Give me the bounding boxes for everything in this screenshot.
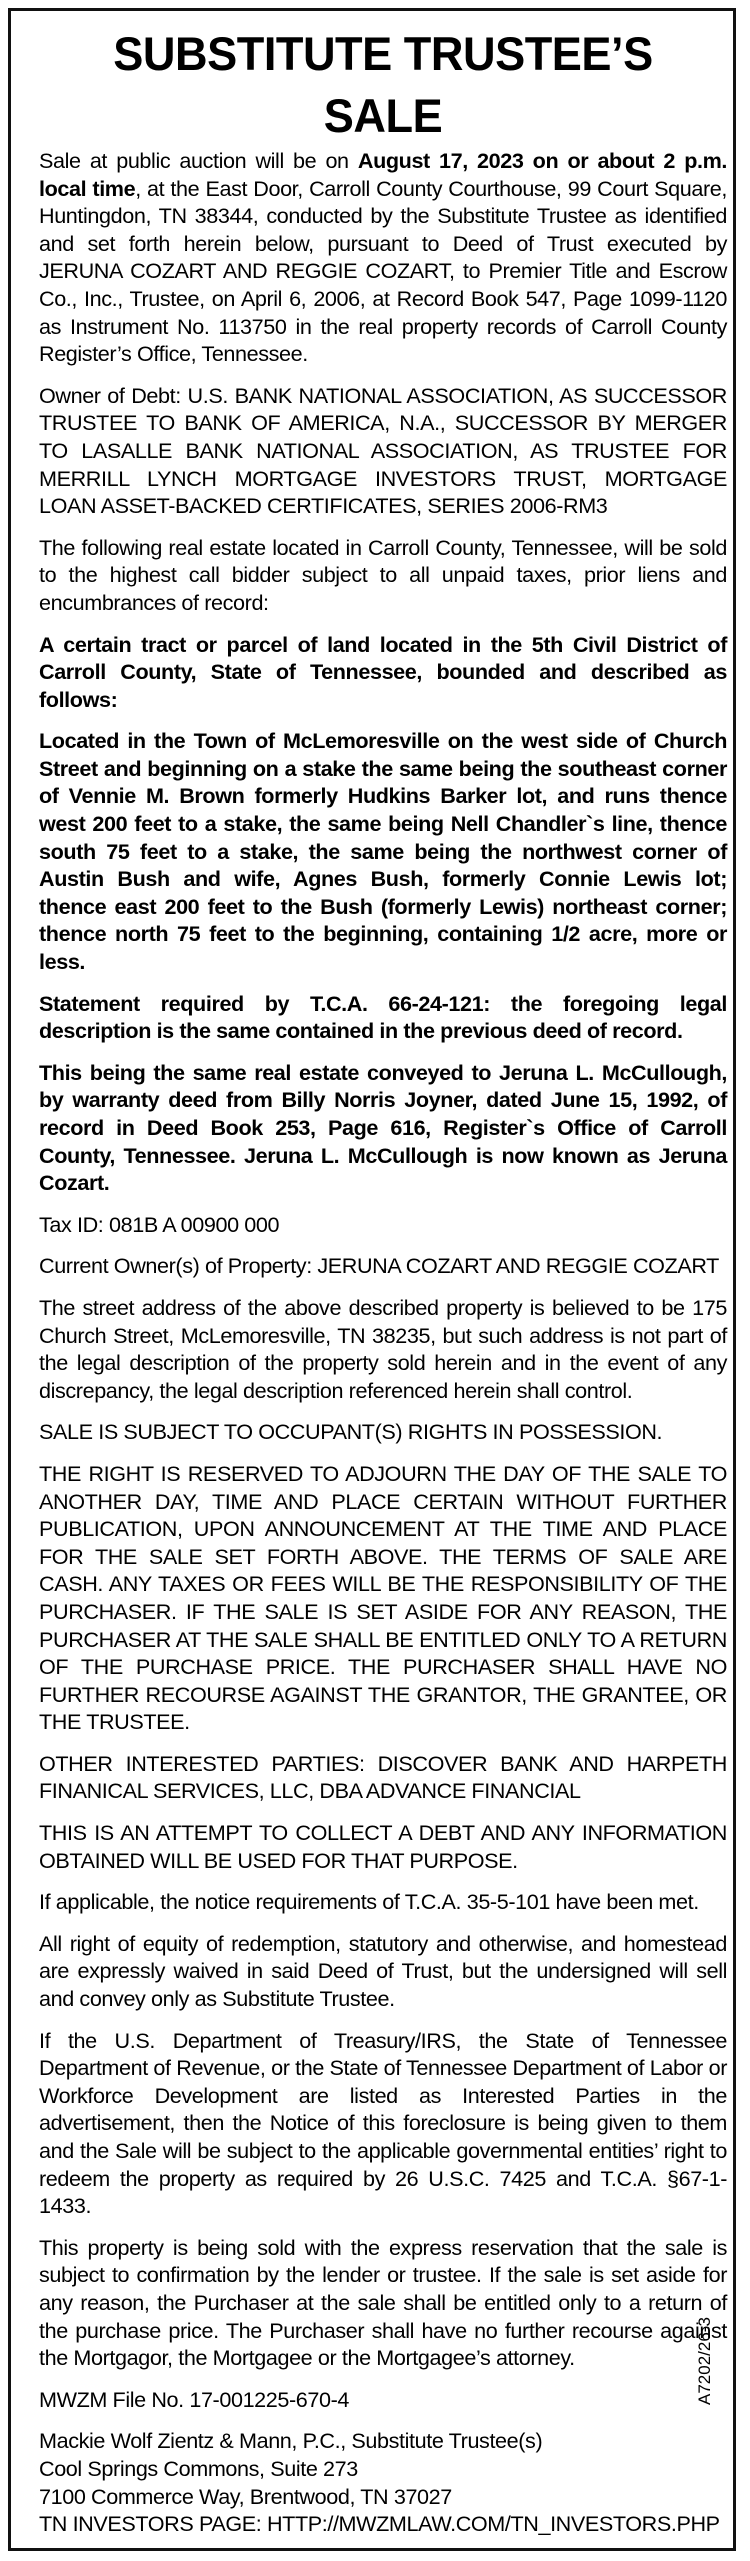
tract-paragraph: A certain tract or parcel of land located in the 5th Civil District of Carroll County, State of Tennessee, bounded and described as follows:: [39, 631, 727, 712]
following-paragraph: The following real estate located in Carroll County, Tennessee, will be sold to the highest call bidder subject to all unpaid taxes, prior liens and encumbrances of record:: [39, 534, 727, 615]
ad-code: A7202/26-3: [695, 2317, 714, 2405]
collect-debt-paragraph: THIS IS AN ATTEMPT TO COLLECT A DEBT AND ANY INFORMATION OBTAINED WILL BE USED FOR THAT PURPOSE.: [39, 1820, 727, 1873]
current-owner: Current Owner(s) of Property: JERUNA COZART AND REGGIE COZART: [39, 1253, 719, 1279]
tax-id: Tax ID: 081B A 00900 000: [39, 1211, 280, 1237]
sale-intro-post: , at the East Door, Carroll County Courthouse, 99 Court Square, Huntingdon, TN 38344, conducted by the Substitute Trustee as identified and set forth herein below, pursuant to Deed of Trust executed by JERUNA COZART AND REGGIE COZART, to Premier Title and Escrow Co., Inc., Trustee, on April 6, 2006, at Record Book 547, Page 1099-1120 as Instrument No. 113750 in the real property records of Carroll County Register’s Office, Tennessee.: [39, 175, 727, 367]
reservation-paragraph: This property is being sold with the express reservation that the sale is subject to confirmation by the lender or trustee. If the sale is set aside for any reason, the Purchaser at the sale shall be entitled only to a return of the purchase price. The Purchaser shall have no further recourse against the Mortgagor, the Mortgagee or the Mortgagee’s attorney.: [39, 2234, 727, 2371]
street-address-paragraph: The street address of the above described property is believed to be 175 Church Street, McLemoresville, TN 38235, but such address is not part of the legal description of the property sold herein and in the event of any discrepancy, the legal description referenced herein shall control.: [39, 1294, 727, 1403]
irs-paragraph: If the U.S. Department of Treasury/IRS, the State of Tennessee Department of Revenue, or the State of Tennessee Department of Labor or Workforce Development are listed as Interested Parties in the advertisement, then the Notice of this foreclosure is being given to them and the Sale will be subject to the applicable governmental entities’ right to redeem the property as required by 26 U.S.C. 7425 and T.C.A. §67-1-1433.: [39, 2027, 727, 2219]
notice-title: SUBSTITUTE TRUSTEE’S SALE: [113, 27, 653, 142]
owner-of-debt-paragraph: Owner of Debt: U.S. BANK NATIONAL ASSOCIATION, AS SUCCESSOR TRUSTEE TO BANK OF AMERICA, N.A., SUCCESSOR BY MERGER TO LASALLE BANK NATIONAL ASSOCIATION, AS TRUSTEE FOR MERRILL LYNCH MORTGAGE INVESTORS TRUST, MORTGAGE LOAN ASSET-BACKED CERTIFICATES, SERIES 2006-RM3: [39, 382, 727, 519]
sale-intro-pre: Sale at public auction will be on: [39, 148, 358, 173]
investors-page-link: TN INVESTORS PAGE: HTTP://MWZMLAW.COM/TN_INVESTORS.PHP: [39, 2511, 720, 2537]
trustee-address-block: [39, 2427, 727, 2537]
legal-description-paragraph: Located in the Town of McLemoresville on the west side of Church Street and beginning on a stake the same being the southeast corner of Vennie M. Brown formerly Hudkins Barker lot, and runs thence west 200 feet to a stake, the same being Nell Chandler`s line, thence south 75 feet to a stake, the same being the northwest corner of Austin Bush and wife, Agnes Bush, formerly Connie Lewis lot; thence east 200 feet to the Bush (formerly Lewis) northeast corner; thence north 75 feet to the beginning, containing 1/2 acre, more or less.: [39, 728, 727, 975]
notice-body: [39, 23, 727, 2538]
firm-address-line1: Cool Springs Commons, Suite 273: [39, 2455, 358, 2481]
notice-requirements-paragraph: If applicable, the notice requirements of T.C.A. 35-5-101 have been met.: [39, 1889, 699, 1915]
sale-date-time: August 17, 2023 on or about 2 p.m. local time: [39, 148, 728, 201]
right-reserved-paragraph: THE RIGHT IS RESERVED TO ADJOURN THE DAY OF THE SALE TO ANOTHER DAY, TIME AND PLACE CERTAIN WITHOUT FURTHER PUBLICATION, UPON ANNOUNCEMENT AT THE TIME AND PLACE FOR THE SALE SET FORTH ABOVE. THE TERMS OF SALE ARE CASH. ANY TAXES OR FEES WILL BE THE RESPONSIBILITY OF THE PURCHASER. IF THE SALE IS SET ASIDE FOR ANY REASON, THE PURCHASER AT THE SALE SHALL BE ENTITLED ONLY TO A RETURN OF THE PURCHASE PRICE. THE PURCHASER SHALL HAVE NO FURTHER RECOURSE AGAINST THE GRANTOR, THE GRANTEE, OR THE TRUSTEE.: [39, 1460, 727, 1735]
firm-address-line2: 7100 Commerce Way, Brentwood, TN 37027: [39, 2483, 452, 2509]
firm-name: Mackie Wolf Zientz & Mann, P.C., Substitute Trustee(s): [39, 2428, 543, 2454]
sale-intro-paragraph: [39, 147, 727, 368]
occupant-rights: SALE IS SUBJECT TO OCCUPANT(S) RIGHTS IN POSSESSION.: [39, 1419, 663, 1445]
statement-paragraph: Statement required by T.C.A. 66-24-121: the foregoing legal description is the same contained in the previous deed of record.: [39, 990, 727, 1044]
other-parties-paragraph: OTHER INTERESTED PARTIES: DISCOVER BANK AND HARPETH FINANICAL SERVICES, LLC, DBA ADVANCE FINANCIAL: [39, 1750, 727, 1804]
file-number: MWZM File No. 17-001225-670-4: [39, 2386, 350, 2412]
legal-notice: [8, 8, 736, 2551]
conveyance-paragraph: This being the same real estate conveyed to Jeruna L. McCullough, by warranty deed from Billy Norris Joyner, dated June 15, 1992, of record in Deed Book 253, Page 616, Register`s Office of Carroll County, Tennessee. Jeruna L. McCullough is now known as Jeruna Cozart.: [39, 1059, 727, 1196]
equity-paragraph: All right of equity of redemption, statutory and otherwise, and homestead are expressly waived in said Deed of Trust, but the undersigned will sell and convey only as Substitute Trustee.: [39, 1930, 727, 2012]
